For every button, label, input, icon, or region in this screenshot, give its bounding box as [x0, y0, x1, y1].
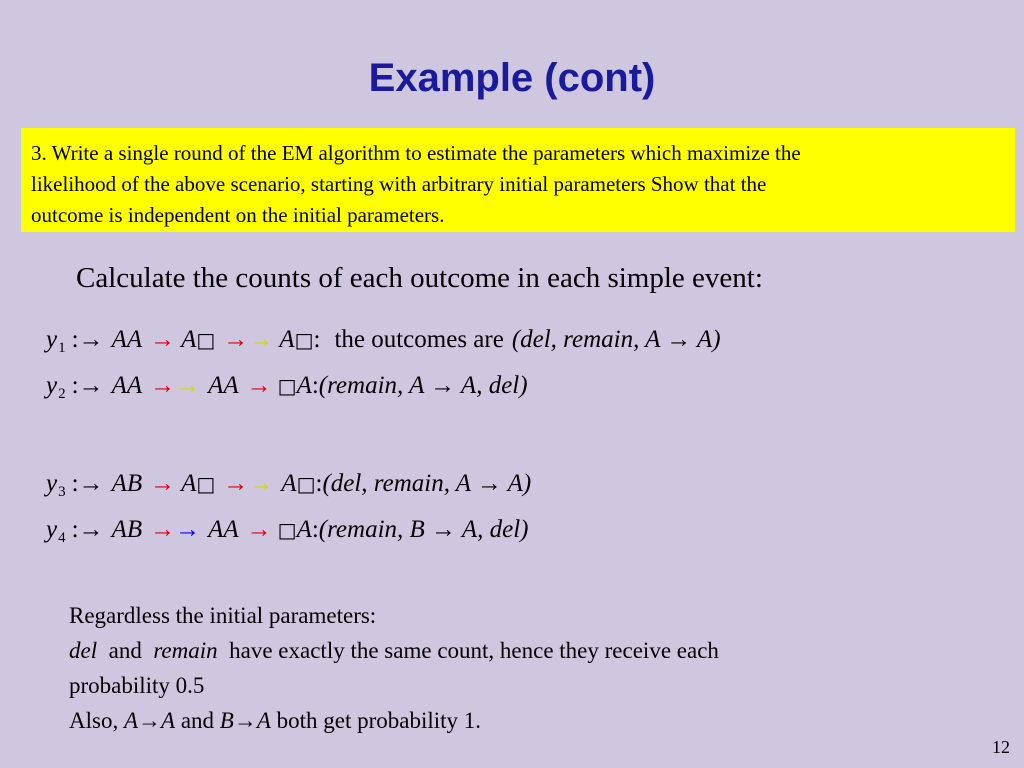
conjunction: and [108, 638, 142, 663]
conjunction: and [180, 708, 215, 733]
red-arrow-icon: → [246, 372, 272, 399]
step1-state: A [181, 470, 197, 497]
start-pair: AB [111, 470, 143, 497]
start-pair: AA [111, 372, 143, 399]
conclusion-suffix: both get probability 1. [276, 708, 482, 733]
outcome-tuple: (del, remain, A → A) [511, 326, 721, 353]
equation-variable: y [46, 470, 58, 497]
conclusion-rest: have exactly the same count, hence they receive each [229, 638, 719, 663]
conclusion-line: probability 0.5 [69, 673, 205, 698]
equation-subscript: 3 [58, 484, 66, 500]
equation-note: the outcomes are [334, 326, 504, 353]
tail-colon: : [311, 516, 319, 543]
tail-colon: : [313, 326, 321, 353]
missing-glyph-icon: □ [196, 328, 216, 352]
colon-arrow: :→ [71, 326, 104, 353]
equation-y3 [46, 470, 531, 498]
red-arrow-icon: → [223, 326, 249, 353]
equation-y2 [46, 372, 528, 400]
tail-colon: : [315, 470, 323, 497]
section-heading: Calculate the counts of each outcome in each simple event: [76, 262, 763, 294]
outcome-tuple: (del, remain, A → A) [322, 470, 532, 497]
missing-glyph-icon: □ [277, 374, 297, 398]
yellow-arrow-icon: → [175, 372, 201, 399]
step2-state: A [281, 470, 297, 497]
blue-arrow-icon: → [175, 516, 201, 543]
conclusion-line [69, 703, 969, 738]
colon-arrow: :→ [71, 470, 104, 497]
red-arrow-icon: → [150, 326, 176, 353]
yellow-arrow-icon: → [248, 470, 274, 497]
equation-subscript: 2 [58, 386, 66, 402]
outcome-tuple: (remain, A → A, del) [318, 372, 528, 399]
colon-arrow: :→ [71, 372, 104, 399]
conclusion-line: Regardless the initial parameters: [69, 603, 377, 628]
slide-title: Example (cont) [368, 56, 656, 100]
rule-b-to-a: B→A [219, 708, 271, 733]
missing-glyph-icon: □ [296, 472, 316, 496]
term-remain: remain [153, 638, 218, 663]
step2-state: A [296, 516, 312, 543]
equation-variable: y [46, 372, 58, 399]
tail-colon: : [311, 372, 319, 399]
start-pair: AB [111, 516, 143, 543]
step1-state: A [181, 326, 197, 353]
red-arrow-icon: → [150, 516, 176, 543]
equation-variable: y [46, 516, 58, 543]
red-arrow-icon: → [150, 372, 176, 399]
equation-y1 [46, 326, 721, 354]
start-pair: AA [111, 326, 143, 353]
yellow-arrow-icon: → [248, 326, 274, 353]
red-arrow-icon: → [223, 470, 249, 497]
step2-state: A [279, 326, 295, 353]
question-box [21, 128, 1015, 232]
red-arrow-icon: → [246, 516, 272, 543]
equation-subscript: 4 [58, 530, 66, 546]
equation-variable: y [46, 326, 58, 353]
equation-subscript: 1 [58, 340, 66, 356]
missing-glyph-icon: □ [294, 328, 314, 352]
question-line: likelihood of the above scenario, starting with arbitrary initial parameters Show that the [31, 172, 767, 196]
equation-y4 [46, 516, 528, 544]
colon-arrow: :→ [71, 516, 104, 543]
conclusion-text [69, 598, 969, 738]
rule-a-to-a: A→A [123, 708, 176, 733]
conclusion-prefix: Also, [69, 708, 119, 733]
page-number: 12 [992, 737, 1010, 757]
conclusion-line [69, 633, 969, 668]
step1-state: AA [208, 372, 239, 399]
outcome-tuple: (remain, B → A, del) [318, 516, 529, 543]
step1-state: AA [208, 516, 239, 543]
question-line: 3. Write a single round of the EM algorithm to estimate the parameters which maximize the [31, 141, 801, 165]
step2-state: A [296, 372, 312, 399]
red-arrow-icon: → [150, 470, 176, 497]
missing-glyph-icon: □ [277, 518, 297, 542]
term-del: del [69, 638, 98, 663]
missing-glyph-icon: □ [196, 472, 216, 496]
question-line: outcome is independent on the initial parameters. [31, 203, 445, 227]
